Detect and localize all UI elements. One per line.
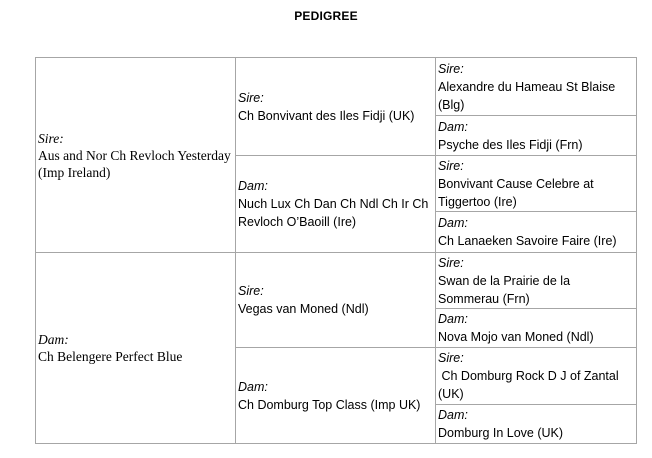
sire-sire-dam-cell bbox=[436, 116, 636, 155]
dam-label: Dam: bbox=[38, 332, 69, 347]
sire-dam-sire-label: Sire: bbox=[438, 158, 464, 173]
sire-sire-name: Ch Bonvivant des Iles Fidji (UK) bbox=[238, 108, 415, 123]
sire-sire-dam-label: Dam: bbox=[438, 119, 468, 134]
dam-dam-dam-cell bbox=[436, 405, 636, 443]
dam-sire-sire-label: Sire: bbox=[438, 255, 464, 270]
sire-dam-sire-name: Bonvivant Cause Celebre at Tiggertoo (Ire) bbox=[438, 176, 594, 209]
dam-dam-label: Dam: bbox=[238, 379, 268, 394]
sire-dam-dam-cell bbox=[436, 212, 636, 252]
dam-dam-dam-label: Dam: bbox=[438, 408, 468, 422]
table-border-right bbox=[636, 57, 637, 444]
sire-dam-name: Nuch Lux Ch Dan Ch Ndl Ch Ir Ch Revloch O’Baoill (Ire) bbox=[238, 197, 429, 229]
dam-dam-cell bbox=[236, 348, 435, 443]
dam-sire-dam-cell bbox=[436, 309, 636, 347]
sire-dam-label: Dam: bbox=[238, 179, 268, 193]
dam-dam-sire-name: Ch Domburg Rock D J of Zantal (UK) bbox=[438, 369, 623, 401]
dam-sire-sire-cell bbox=[436, 253, 636, 308]
sire-dam-sire-cell bbox=[436, 156, 636, 211]
page-title: PEDIGREE bbox=[294, 9, 358, 23]
table-border-bottom bbox=[35, 443, 637, 444]
dam-dam-sire-cell bbox=[436, 348, 636, 404]
sire-sire-label: Sire: bbox=[238, 90, 264, 105]
dam-sire-cell bbox=[236, 253, 435, 347]
sire-label: Sire: bbox=[38, 130, 64, 146]
dam-sire-label: Sire: bbox=[238, 284, 264, 298]
dam-sire-dam-name: Nova Mojo van Moned (Ndl) bbox=[438, 330, 594, 344]
sire-sire-cell bbox=[236, 58, 435, 155]
dam-sire-dam-label: Dam: bbox=[438, 312, 468, 326]
dam-sire-sire-name: Swan de la Prairie de la Sommerau (Frn) bbox=[438, 273, 571, 306]
dam-dam-name: Ch Domburg Top Class (Imp UK) bbox=[238, 397, 421, 412]
dam-cell bbox=[36, 253, 235, 443]
sire-sire-dam-name: Psyche des Iles Fidji (Frn) bbox=[438, 137, 583, 152]
sire-sire-sire-cell bbox=[436, 58, 636, 115]
dam-name: Ch Belengere Perfect Blue bbox=[38, 349, 183, 364]
sire-dam-cell bbox=[236, 156, 435, 252]
sire-cell bbox=[36, 58, 235, 252]
dam-dam-sire-label: Sire: bbox=[438, 351, 464, 365]
sire-sire-sire-label: Sire: bbox=[438, 61, 464, 76]
sire-dam-dam-label: Dam: bbox=[438, 216, 468, 230]
dam-dam-dam-name: Domburg In Love (UK) bbox=[438, 426, 564, 440]
sire-dam-dam-name: Ch Lanaeken Savoire Faire (Ire) bbox=[438, 234, 617, 248]
dam-sire-name: Vegas van Moned (Ndl) bbox=[238, 302, 369, 316]
sire-name: Aus and Nor Ch Revloch Yesterday (Imp Ireland) bbox=[38, 147, 231, 180]
sire-sire-sire-name: Alexandre du Hameau St Blaise (Blg) bbox=[438, 79, 616, 112]
